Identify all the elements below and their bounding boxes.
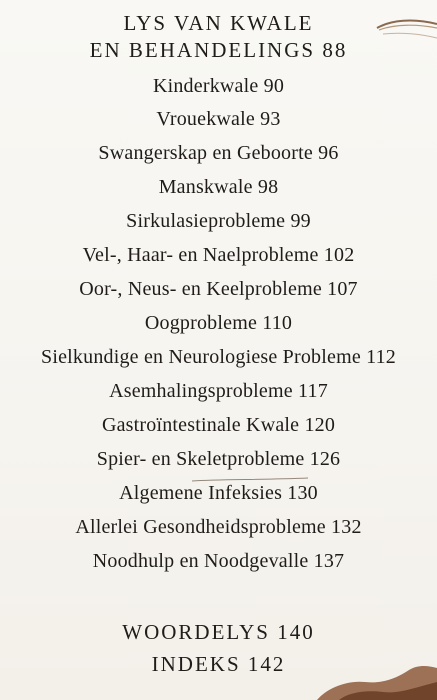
toc-entry: Noodhulp en Noodgevalle 137: [92, 550, 345, 572]
toc-entry: Sirkulasieprobleme 99: [126, 210, 311, 232]
toc-entry: Spier- en Skeletprobleme 126: [96, 448, 341, 470]
pen-underline-mark: [190, 476, 310, 486]
toc-entry: Algemene Infeksies 130: [119, 482, 318, 504]
toc-entry: Swangerskap en Geboorte 96: [98, 142, 339, 164]
toc-entry: Sielkundige en Neurologiese Probleme 112: [41, 346, 396, 368]
toc-entry: Manskwale 98: [158, 176, 279, 198]
section-heading-line-2: EN BEHANDELINGS 88: [89, 38, 348, 62]
toc-entry: Vrouekwale 93: [156, 108, 281, 130]
toc-entry: Asemhalingsprobleme 117: [109, 380, 328, 402]
toc-entry: Allerlei Gesondheidsprobleme 132: [75, 516, 362, 538]
section-heading-line-1: LYS VAN KWALE: [123, 11, 314, 35]
toc-entry: Gastroïntestinale Kwale 120: [101, 414, 336, 436]
index-heading: INDEKS 142: [151, 652, 286, 676]
glossary-heading: WOORDELYS 140: [122, 620, 315, 644]
toc-entry: Vel-, Haar- en Naelprobleme 102: [82, 244, 355, 266]
toc-entry: Oogprobleme 110: [144, 312, 293, 334]
toc-entry: Kinderkwale 90: [152, 75, 285, 97]
page-corner-illustration: [287, 660, 437, 700]
toc-entry: Oor-, Neus- en Keelprobleme 107: [79, 278, 358, 300]
